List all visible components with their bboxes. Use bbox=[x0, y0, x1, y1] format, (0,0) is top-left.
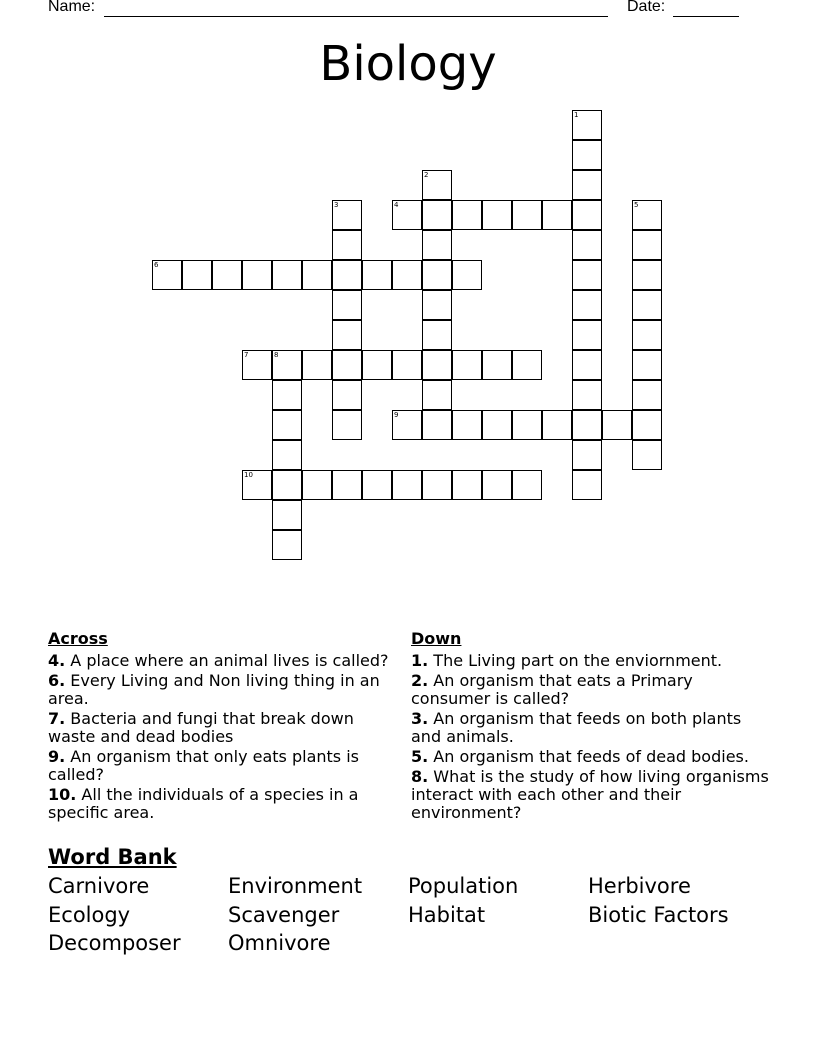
clue-number: 2 bbox=[424, 171, 429, 179]
grid-cell[interactable] bbox=[332, 350, 362, 380]
grid-cell[interactable] bbox=[272, 470, 302, 500]
grid-cell[interactable] bbox=[572, 170, 602, 200]
grid-cell[interactable] bbox=[632, 290, 662, 320]
grid-cell[interactable] bbox=[392, 200, 422, 230]
grid-cell[interactable] bbox=[272, 380, 302, 410]
grid-cell[interactable] bbox=[422, 380, 452, 410]
grid-cell[interactable] bbox=[332, 290, 362, 320]
clue-item bbox=[48, 652, 398, 670]
grid-cell[interactable] bbox=[242, 260, 272, 290]
clue-text: An organism that feeds of dead bodies. bbox=[428, 747, 749, 766]
grid-cell[interactable] bbox=[422, 290, 452, 320]
clue-text: Bacteria and fungi that break down waste and dead bodies bbox=[48, 709, 354, 746]
grid-cell[interactable] bbox=[422, 470, 452, 500]
clue-item bbox=[48, 672, 398, 708]
down-heading: Down bbox=[411, 629, 462, 648]
clue-item bbox=[48, 786, 398, 822]
clue-number-label: 9. bbox=[48, 747, 66, 766]
grid-cell[interactable] bbox=[332, 320, 362, 350]
grid-cell[interactable] bbox=[542, 410, 572, 440]
grid-cell[interactable] bbox=[452, 260, 482, 290]
clue-number: 6 bbox=[154, 261, 159, 269]
grid-cell[interactable] bbox=[632, 350, 662, 380]
clue-item bbox=[48, 748, 398, 784]
word-bank-item: Ecology bbox=[48, 903, 131, 927]
grid-cell[interactable] bbox=[632, 320, 662, 350]
clue-number: 1 bbox=[574, 111, 579, 119]
grid-cell[interactable] bbox=[512, 410, 542, 440]
clue-number-label: 8. bbox=[411, 767, 429, 786]
grid-cell[interactable] bbox=[302, 470, 332, 500]
grid-cell[interactable] bbox=[272, 350, 302, 380]
word-bank-item: Environment bbox=[228, 874, 363, 898]
grid-cell[interactable] bbox=[332, 260, 362, 290]
grid-cell[interactable] bbox=[212, 260, 242, 290]
name-label: Name: bbox=[48, 0, 96, 15]
grid-cell[interactable] bbox=[302, 260, 332, 290]
grid-cell[interactable] bbox=[572, 140, 602, 170]
grid-cell[interactable] bbox=[572, 470, 602, 500]
clue-number: 7 bbox=[244, 351, 249, 359]
grid-cell[interactable] bbox=[572, 290, 602, 320]
grid-cell[interactable] bbox=[422, 200, 452, 230]
grid-cell[interactable] bbox=[482, 470, 512, 500]
grid-cell[interactable] bbox=[422, 350, 452, 380]
grid-cell[interactable] bbox=[392, 350, 422, 380]
grid-cell[interactable] bbox=[632, 440, 662, 470]
grid-cell[interactable] bbox=[272, 410, 302, 440]
grid-cell[interactable] bbox=[512, 200, 542, 230]
grid-cell[interactable] bbox=[572, 200, 602, 230]
grid-cell[interactable] bbox=[182, 260, 212, 290]
grid-cell[interactable] bbox=[632, 260, 662, 290]
word-bank-item: Population bbox=[408, 874, 519, 898]
clue-number-label: 6. bbox=[48, 671, 66, 690]
clue-number-label: 1. bbox=[411, 651, 429, 670]
word-bank-item: Decomposer bbox=[48, 931, 181, 955]
clue-number: 9 bbox=[394, 411, 399, 419]
grid-cell[interactable] bbox=[362, 350, 392, 380]
grid-cell[interactable] bbox=[572, 320, 602, 350]
clue-number: 5 bbox=[634, 201, 639, 209]
clue-item bbox=[411, 672, 771, 708]
grid-cell[interactable] bbox=[482, 350, 512, 380]
grid-cell[interactable] bbox=[272, 440, 302, 470]
grid-cell[interactable] bbox=[572, 110, 602, 140]
across-heading: Across bbox=[48, 629, 108, 648]
grid-cell[interactable] bbox=[392, 470, 422, 500]
grid-cell[interactable] bbox=[392, 410, 422, 440]
grid-cell[interactable] bbox=[452, 200, 482, 230]
grid-cell[interactable] bbox=[242, 350, 272, 380]
grid-cell[interactable] bbox=[422, 410, 452, 440]
clue-number: 4 bbox=[394, 201, 399, 209]
clue-text: An organism that eats a Primary consumer is called? bbox=[411, 671, 693, 708]
clue-text: What is the study of how living organisms interact with each other and their environment? bbox=[411, 767, 769, 822]
across-clue-list bbox=[48, 652, 398, 824]
date-label: Date: bbox=[627, 0, 666, 15]
clue-number-label: 10. bbox=[48, 785, 77, 804]
grid-cell[interactable] bbox=[572, 260, 602, 290]
grid-cell[interactable] bbox=[242, 470, 272, 500]
clue-number-label: 2. bbox=[411, 671, 429, 690]
grid-cell[interactable] bbox=[332, 230, 362, 260]
clue-number: 3 bbox=[334, 201, 339, 209]
clue-text: An organism that feeds on both plants and animals. bbox=[411, 709, 742, 746]
grid-cell[interactable] bbox=[632, 410, 662, 440]
grid-cell[interactable] bbox=[512, 470, 542, 500]
grid-cell[interactable] bbox=[362, 260, 392, 290]
grid-cell[interactable] bbox=[272, 500, 302, 530]
clue-item bbox=[411, 768, 771, 822]
grid-cell[interactable] bbox=[572, 440, 602, 470]
clue-item bbox=[411, 652, 771, 670]
grid-cell[interactable] bbox=[272, 260, 302, 290]
clue-item bbox=[411, 748, 771, 766]
grid-cell[interactable] bbox=[332, 200, 362, 230]
word-bank-item: Carnivore bbox=[48, 874, 150, 898]
grid-cell[interactable] bbox=[482, 410, 512, 440]
clue-number-label: 4. bbox=[48, 651, 66, 670]
clue-number-label: 3. bbox=[411, 709, 429, 728]
clue-item bbox=[48, 710, 398, 746]
grid-cell[interactable] bbox=[512, 350, 542, 380]
grid-cell[interactable] bbox=[392, 260, 422, 290]
grid-cell[interactable] bbox=[452, 470, 482, 500]
grid-cell[interactable] bbox=[152, 260, 182, 290]
grid-cell[interactable] bbox=[332, 410, 362, 440]
grid-cell[interactable] bbox=[632, 380, 662, 410]
page-title: Biology bbox=[319, 36, 497, 92]
clue-item bbox=[411, 710, 771, 746]
clue-number-label: 7. bbox=[48, 709, 66, 728]
word-bank-item: Habitat bbox=[408, 903, 486, 927]
word-bank-item: Herbivore bbox=[588, 874, 691, 898]
word-bank-title: Word Bank bbox=[48, 845, 177, 869]
word-bank-item: Omnivore bbox=[228, 931, 331, 955]
grid-cell[interactable] bbox=[482, 200, 512, 230]
word-bank-item: Biotic Factors bbox=[588, 903, 729, 927]
grid-cell[interactable] bbox=[452, 350, 482, 380]
grid-cell[interactable] bbox=[572, 350, 602, 380]
grid-cell[interactable] bbox=[572, 410, 602, 440]
grid-cell[interactable] bbox=[602, 410, 632, 440]
grid-cell[interactable] bbox=[422, 320, 452, 350]
grid-cell[interactable] bbox=[632, 200, 662, 230]
grid-cell[interactable] bbox=[542, 200, 572, 230]
grid-cell[interactable] bbox=[632, 230, 662, 260]
clue-text: Every Living and Non living thing in an area. bbox=[48, 671, 380, 708]
grid-cell[interactable] bbox=[452, 410, 482, 440]
grid-cell[interactable] bbox=[572, 230, 602, 260]
grid-cell[interactable] bbox=[422, 170, 452, 200]
grid-cell[interactable] bbox=[332, 470, 362, 500]
grid-cell[interactable] bbox=[272, 530, 302, 560]
grid-cell[interactable] bbox=[422, 230, 452, 260]
clue-text: All the individuals of a species in a specific area. bbox=[48, 785, 359, 822]
down-clue-list bbox=[411, 652, 771, 824]
clue-text: The Living part on the enviornment. bbox=[428, 651, 723, 670]
grid-cell[interactable] bbox=[332, 380, 362, 410]
clue-number: 10 bbox=[244, 471, 253, 479]
grid-cell[interactable] bbox=[362, 470, 392, 500]
grid-cell[interactable] bbox=[572, 380, 602, 410]
word-bank-item: Scavenger bbox=[228, 903, 340, 927]
grid-cell[interactable] bbox=[302, 350, 332, 380]
clue-text: A place where an animal lives is called? bbox=[65, 651, 389, 670]
clue-number-label: 5. bbox=[411, 747, 429, 766]
clue-number: 8 bbox=[274, 351, 279, 359]
clue-text: An organism that only eats plants is called? bbox=[48, 747, 359, 784]
grid-cell[interactable] bbox=[422, 260, 452, 290]
